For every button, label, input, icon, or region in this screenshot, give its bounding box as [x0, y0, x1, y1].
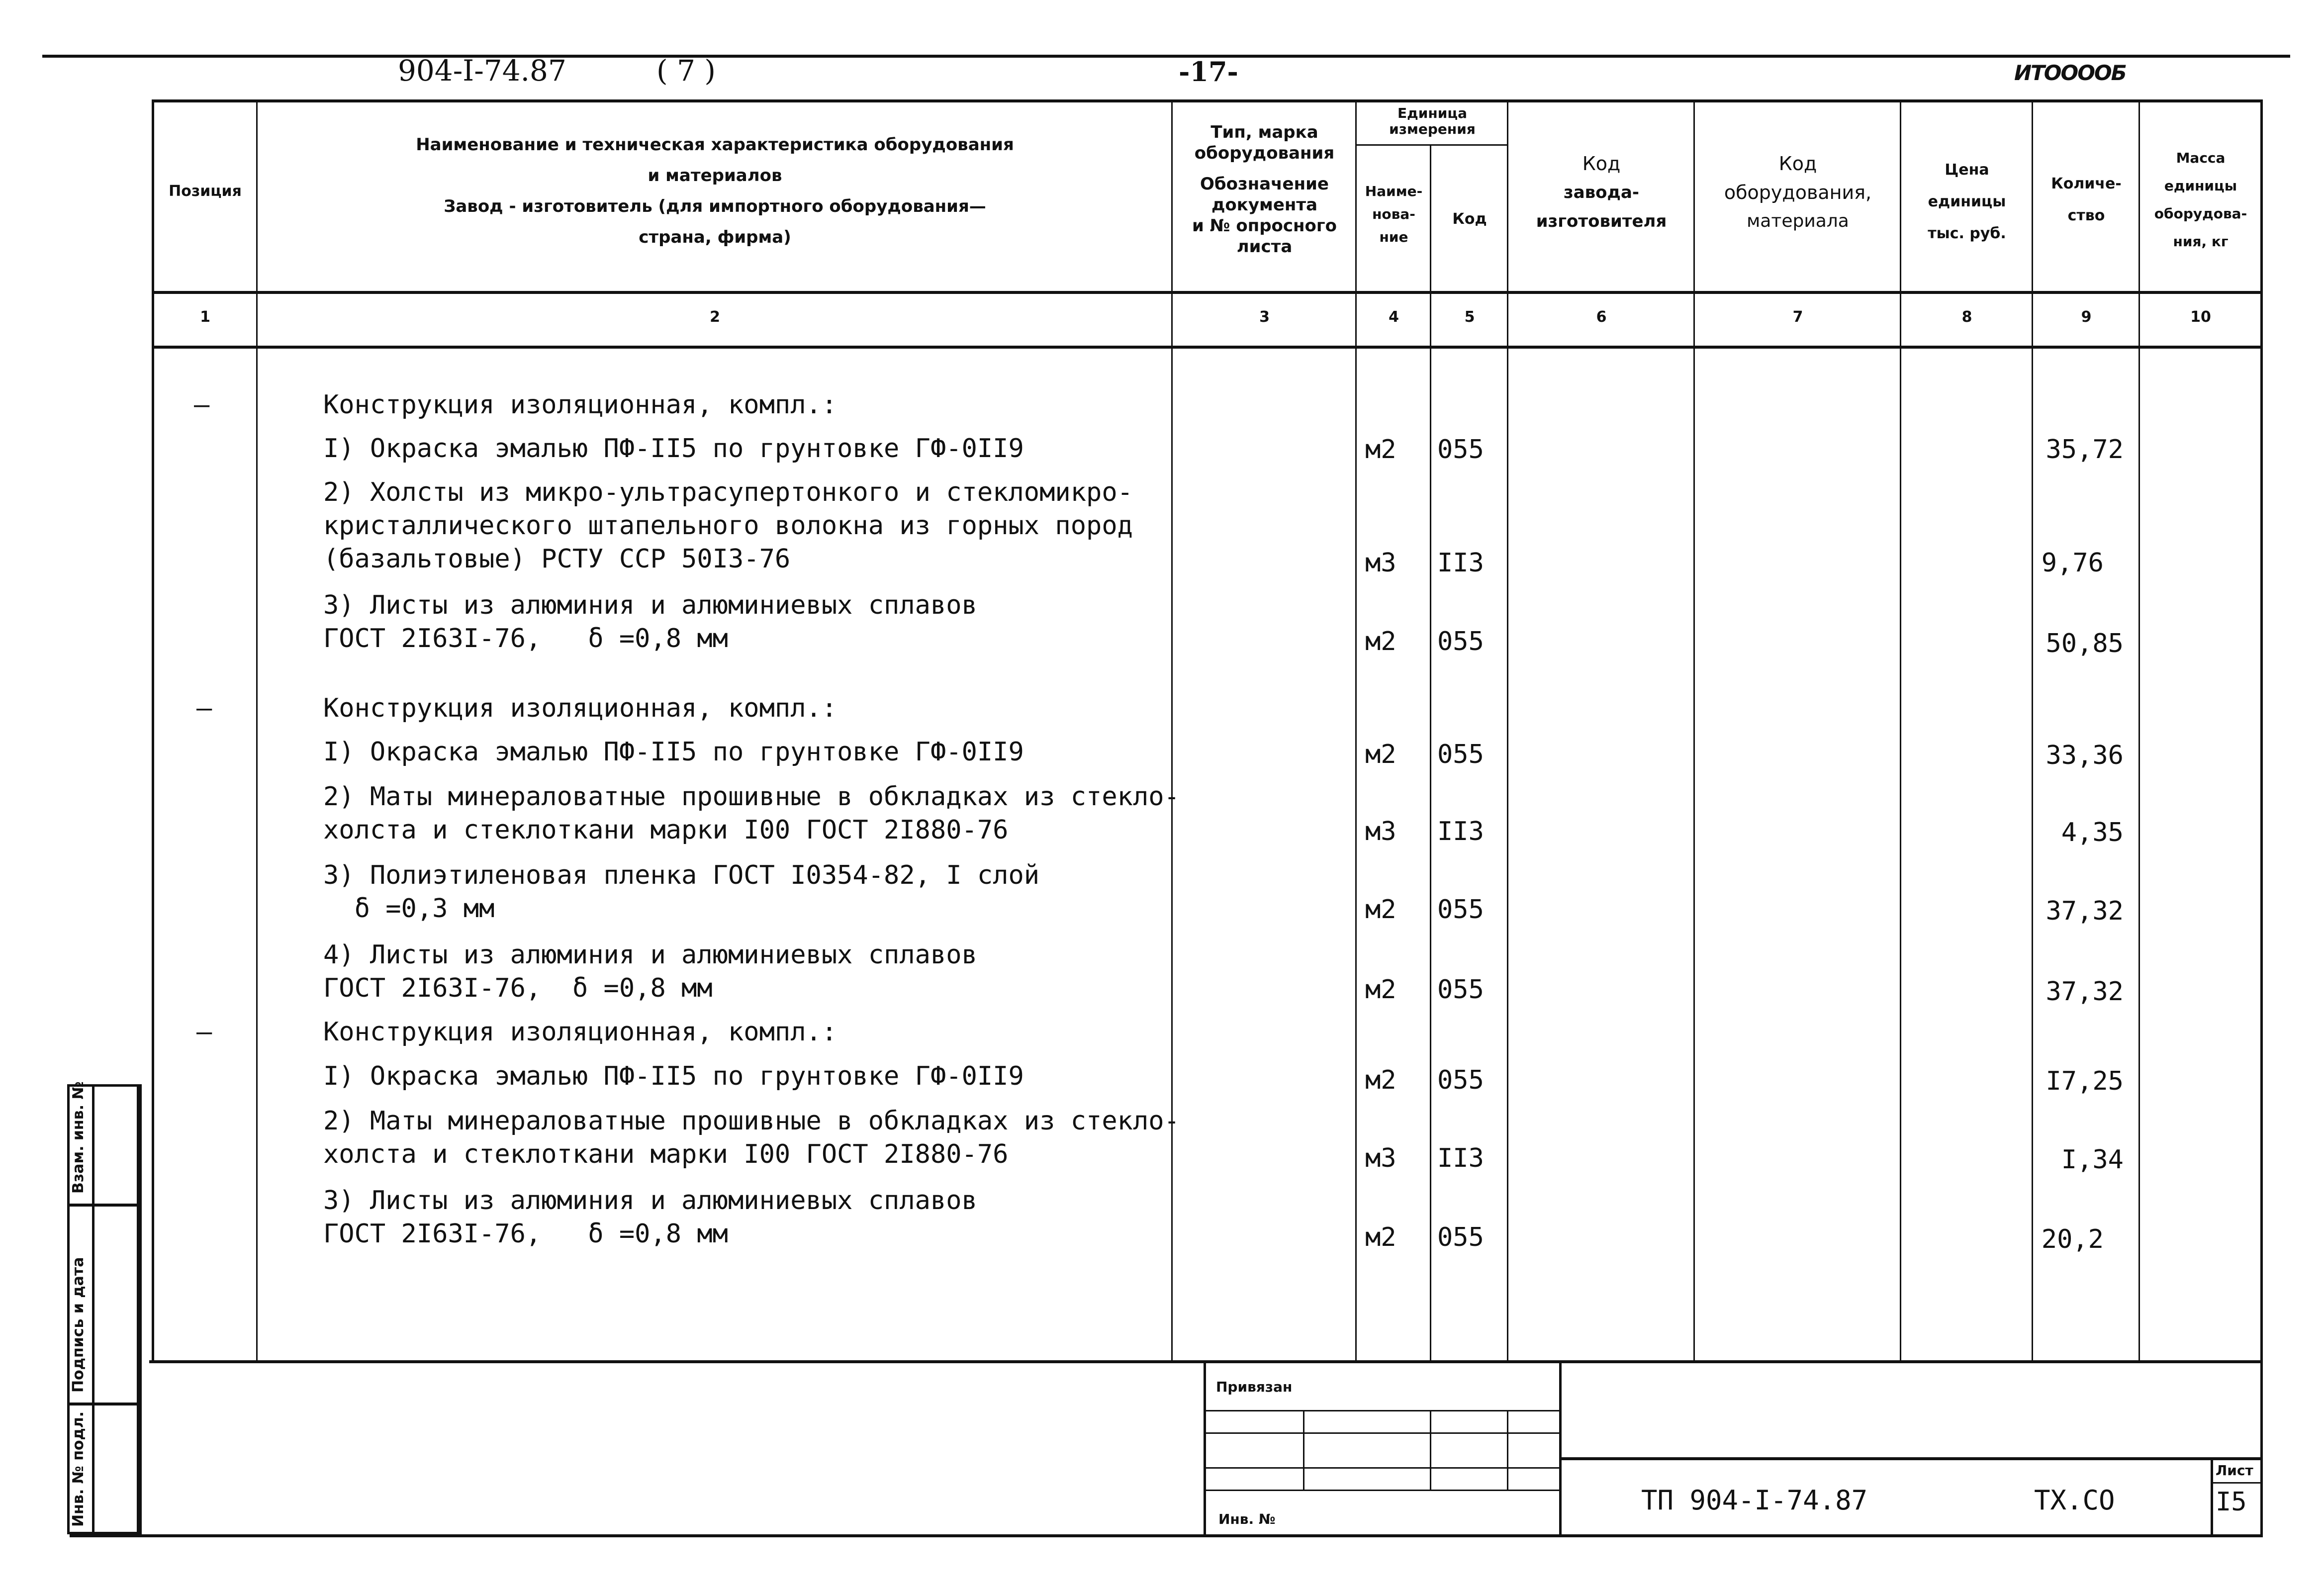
unit-code: II3 [1437, 817, 1484, 846]
quantity: 35,72 [2045, 435, 2124, 465]
unit-code: 055 [1437, 895, 1484, 925]
item-line: I) Окраска эмалью ПФ-II5 по грунтовке ГФ-0II9 [323, 1061, 1024, 1091]
item-line: 3) Листы из алюминия и алюминиевых сплавов [323, 590, 977, 620]
col-header-unit-group-line1: Единица [1397, 105, 1467, 121]
margin-box-rule-1 [67, 1204, 139, 1207]
col-header-unit-name-line2: нова- [1372, 206, 1415, 222]
side-label-vzam: Взам. инв. № [70, 1081, 87, 1194]
group-title: Конструкция изоляционная, компл.: [323, 1017, 837, 1047]
unit-code: II3 [1437, 1143, 1484, 1173]
col-sep-5 [1507, 99, 1508, 1360]
album-number: ( 7 ) [656, 54, 716, 88]
quantity: 20,2 [2041, 1224, 2104, 1254]
numbers-rule [154, 346, 2263, 349]
col-sep-4 [1430, 144, 1431, 1360]
col-header-mass-line1: Масса [2176, 150, 2226, 166]
privyazan-col-3 [1507, 1410, 1508, 1490]
header-rule [154, 291, 2263, 294]
col-header-name [259, 133, 1171, 249]
bottom-rule [70, 1534, 2263, 1537]
quantity: 4,35 [2061, 818, 2124, 847]
unit-code: 055 [1437, 435, 1484, 465]
sheet-label: Лист [2216, 1462, 2253, 1479]
col-header-type-line5: и № опросного [1192, 216, 1337, 236]
title-block-mark: ТХ.СО [2034, 1485, 2115, 1516]
col-header-unit-group-line2: измерения [1389, 121, 1476, 137]
quantity: 33,36 [2045, 741, 2124, 770]
unit-name: м2 [1365, 895, 1396, 925]
item-line: 4) Листы из алюминия и алюминиевых сплавов [323, 940, 977, 970]
col-header-plant-code-line3: изготовителя [1536, 211, 1667, 231]
item-line: I) Окраска эмалью ПФ-II5 по грунтовке ГФ-0II9 [323, 434, 1024, 464]
col-sep-6 [1693, 99, 1695, 1360]
unit-name: м2 [1365, 1065, 1396, 1095]
col-header-type-line3: Обозначение [1200, 174, 1329, 194]
col-number-2: 2 [710, 308, 720, 326]
position-dash: – [194, 390, 210, 420]
unit-name: м3 [1365, 1143, 1396, 1173]
quantity: 50,85 [2045, 629, 2124, 658]
unit-code: 055 [1437, 1222, 1484, 1252]
unit-name: м2 [1365, 1222, 1396, 1252]
privyazan-label: Привязан [1216, 1379, 1293, 1395]
col-header-plant-code [1509, 149, 1693, 236]
item-line: 2) Холсты из микро-ультрасупертонкого и стекломикро- [323, 477, 1133, 507]
col-header-unit-name [1358, 180, 1430, 249]
col-header-equip-code-line1: Код [1778, 153, 1817, 175]
privyazan-col-2 [1430, 1410, 1431, 1490]
col-header-price-line1: Цена [1945, 161, 1989, 179]
col-header-equip-code-line3: материала [1747, 211, 1849, 231]
table-top [154, 99, 2263, 102]
unit-code: 055 [1437, 975, 1484, 1005]
unit-code: 055 [1437, 1065, 1484, 1095]
item-line: 2) Маты минераловатные прошивные в обкладках из стекло- [323, 1106, 1180, 1136]
sheet-number: I5 [2216, 1487, 2247, 1517]
item-line: ГОСТ 2I63I-76, δ =0,8 мм [323, 973, 713, 1003]
col-header-name-line4: страна, фирма) [639, 227, 791, 247]
item-line: δ =0,3 мм [323, 894, 495, 924]
col-header-type-line6: листа [1236, 237, 1293, 257]
col-header-qty-line2: ство [2067, 207, 2105, 224]
margin-box-divider [92, 1084, 94, 1534]
col-header-unit-name-line1: Наиме- [1365, 183, 1423, 199]
margin-box-rule-2 [67, 1403, 139, 1405]
inv-no-label: Инв. № [1218, 1511, 1276, 1527]
quantity: 37,32 [2045, 896, 2124, 926]
unit-name: м2 [1365, 435, 1396, 465]
item-line: I) Окраска эмалью ПФ-II5 по грунтовке ГФ-0II9 [323, 737, 1024, 767]
col-header-mass [2141, 144, 2260, 256]
privyazan-rule-4 [1204, 1490, 1562, 1491]
quantity: 9,76 [2041, 548, 2104, 578]
col-number-6: 6 [1596, 308, 1607, 326]
col-header-type-line1: Тип, марка [1210, 122, 1318, 142]
item-line: 3) Полиэтиленовая пленка ГОСТ I0354-82, I слой [323, 860, 1040, 890]
item-line: (базальтовые) РСТУ ССР 50I3-76 [323, 544, 791, 574]
col-sep-1 [256, 99, 258, 1360]
unit-code: 055 [1437, 627, 1484, 656]
title-block-rule [1562, 1457, 2263, 1460]
unit-group-rule [1355, 144, 1507, 146]
col-header-qty [2034, 168, 2138, 232]
col-header-plant-code-line1: Код [1582, 153, 1621, 175]
col-number-7: 7 [1792, 308, 1803, 326]
group-title: Конструкция изоляционная, компл.: [323, 390, 837, 420]
col-header-name-line1: Наименование и техническая характеристика оборудования [416, 135, 1014, 155]
quantity: I,34 [2061, 1145, 2124, 1175]
quantity: 37,32 [2045, 977, 2124, 1007]
position-dash: – [196, 693, 212, 723]
col-header-plant-code-line2: завода- [1563, 183, 1640, 202]
col-header-type-line2: оборудования [1194, 143, 1335, 163]
col-header-qty-line1: Количе- [2051, 175, 2122, 192]
privyazan-col-1 [1303, 1410, 1304, 1490]
col-header-price-line2: единицы [1928, 193, 2006, 210]
unit-code: 055 [1437, 740, 1484, 769]
col-number-4: 4 [1389, 308, 1399, 326]
stamp: ИТООООБ [2014, 61, 2126, 85]
col-header-position: Позиция [169, 183, 242, 200]
col-header-price [1902, 154, 2032, 250]
col-header-equip-code-line2: оборудования, [1724, 182, 1872, 203]
col-header-mass-line3: оборудова- [2154, 205, 2247, 222]
side-label-podpis: Подпись и дата [70, 1257, 87, 1393]
doc-code: 904-I-74.87 [398, 54, 566, 88]
table-left [152, 99, 154, 1363]
sheet-box-rule [2211, 1482, 2260, 1484]
side-label-inv: Инв. № подл. [70, 1411, 87, 1527]
page-mark: -17- [1179, 56, 1238, 88]
col-number-8: 8 [1961, 308, 1972, 326]
left-margin-line [139, 1084, 142, 1534]
col-header-mass-line2: единицы [2164, 178, 2237, 194]
group-title: Конструкция изоляционная, компл.: [323, 693, 837, 723]
col-number-1: 1 [200, 308, 210, 326]
unit-name: м2 [1365, 627, 1396, 656]
unit-name: м3 [1365, 548, 1396, 578]
col-sep-3 [1355, 99, 1357, 1360]
item-line: ГОСТ 2I63I-76, δ =0,8 мм [323, 624, 728, 654]
table-right [2260, 99, 2263, 1537]
unit-code: II3 [1437, 548, 1484, 578]
item-line: холста и стеклоткани марки I00 ГОСТ 2I880-76 [323, 815, 1009, 845]
unit-name: м2 [1365, 740, 1396, 769]
sheet-box-divider [2211, 1460, 2213, 1534]
col-header-price-line3: тыс. руб. [1928, 225, 2006, 242]
title-block-doc: ТП 904-I-74.87 [1641, 1485, 1868, 1516]
unit-name: м3 [1365, 817, 1396, 846]
quantity: I7,25 [2045, 1066, 2124, 1096]
item-line: холста и стеклоткани марки I00 ГОСТ 2I880-76 [323, 1139, 1009, 1169]
col-header-unit-name-line3: ние [1379, 229, 1408, 245]
col-header-type [1174, 122, 1355, 257]
col-header-name-line2: и материалов [648, 166, 782, 186]
col-header-unit-group [1358, 105, 1507, 137]
col-header-equip-code [1696, 149, 1900, 236]
col-header-unit-code: Код [1452, 210, 1487, 228]
col-number-10: 10 [2190, 308, 2211, 326]
outer-frame-top [42, 55, 2290, 58]
col-header-type-line4: документа [1211, 195, 1318, 215]
col-sep-7 [1900, 99, 1901, 1360]
item-line: 3) Листы из алюминия и алюминиевых сплавов [323, 1186, 977, 1216]
item-line: кристаллического штапельного волокна из горных пород [323, 511, 1133, 541]
col-sep-2 [1171, 99, 1173, 1360]
col-header-name-line3: Завод - изготовитель (для импортного оборудования— [444, 196, 986, 216]
col-number-9: 9 [2081, 308, 2092, 326]
unit-name: м2 [1365, 975, 1396, 1005]
col-header-mass-line4: ния, кг [2173, 233, 2229, 250]
col-number-3: 3 [1259, 308, 1270, 326]
col-sep-9 [2138, 99, 2140, 1360]
item-line: 2) Маты минераловатные прошивные в обкладках из стекло- [323, 782, 1180, 812]
item-line: ГОСТ 2I63I-76, δ =0,8 мм [323, 1219, 728, 1249]
position-dash: – [196, 1017, 212, 1047]
col-number-5: 5 [1464, 308, 1475, 326]
